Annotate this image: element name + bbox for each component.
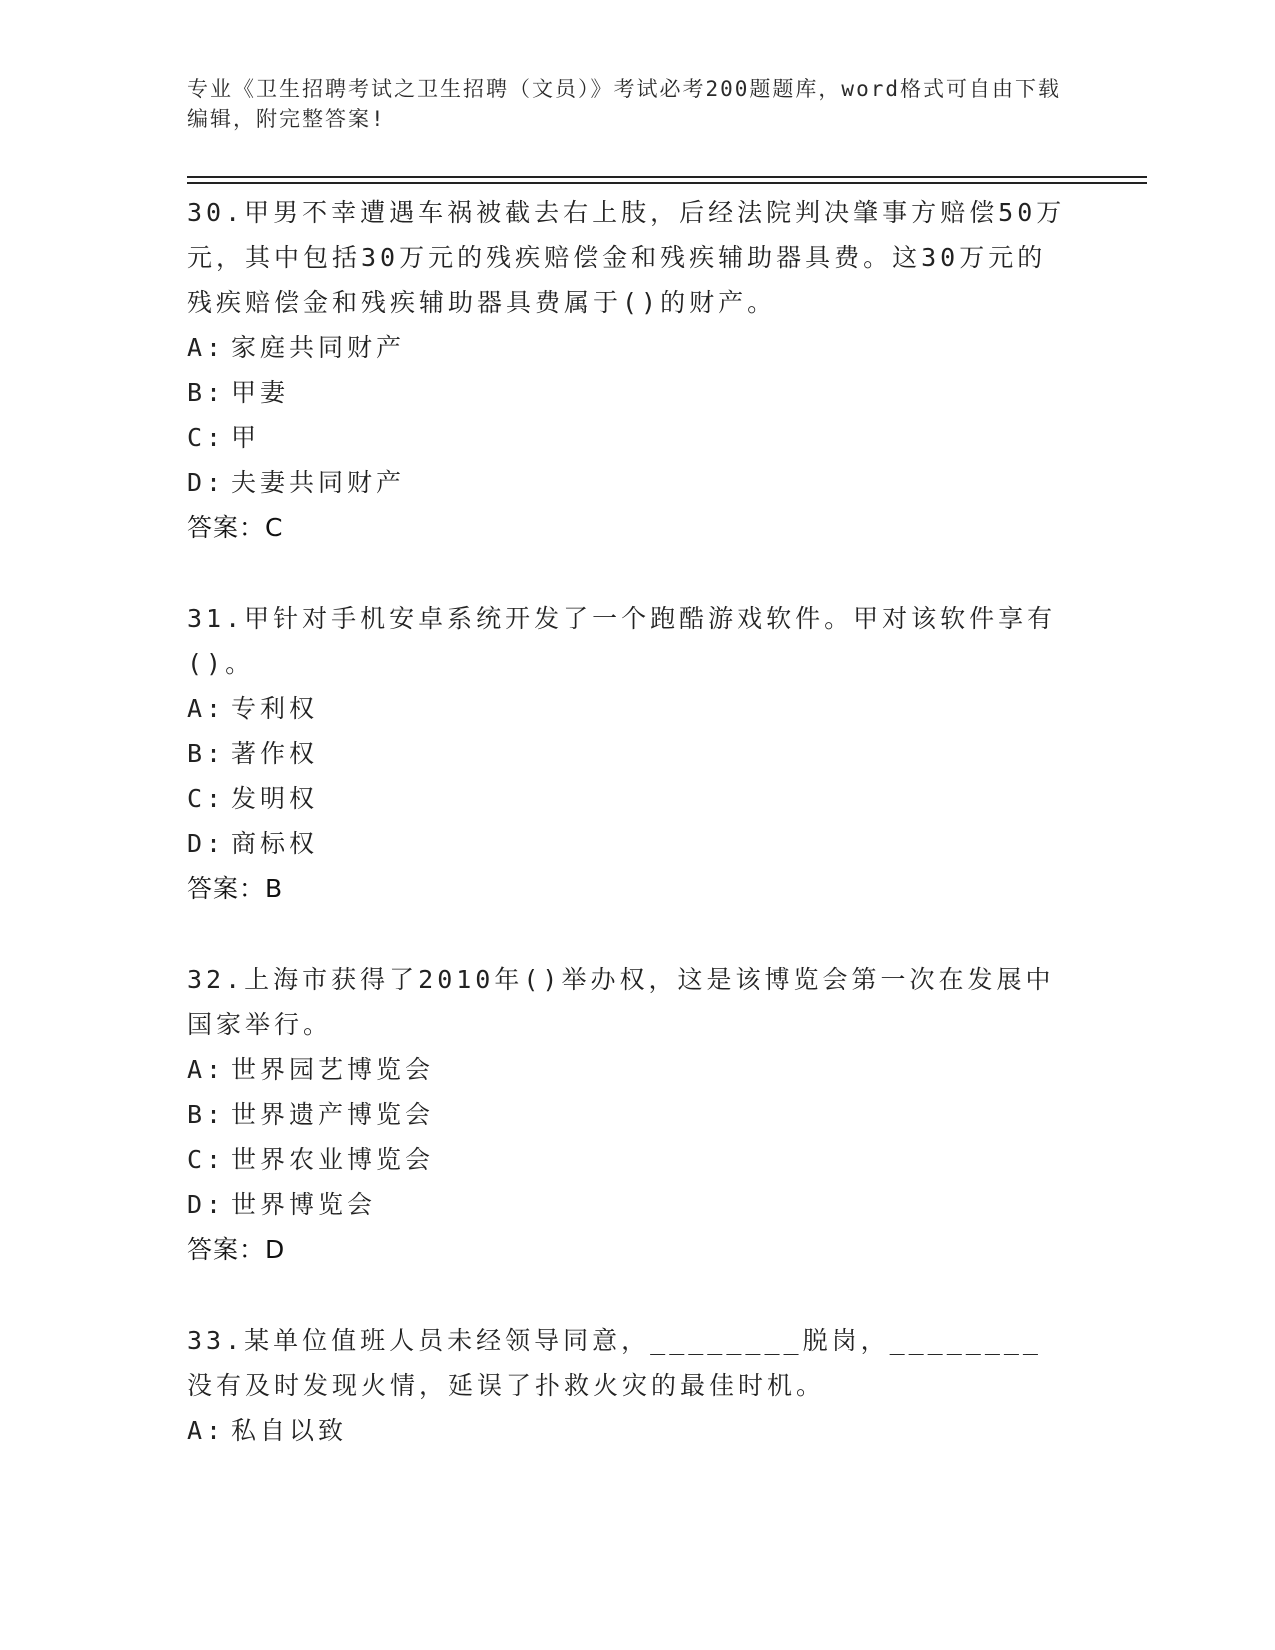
- option-letter: A:: [187, 1416, 226, 1445]
- option-d: [187, 821, 1067, 866]
- option-letter: B:: [187, 378, 226, 407]
- question-33: [187, 1318, 1067, 1453]
- question-32: [187, 957, 1067, 1272]
- option-text: 家庭共同财产: [231, 333, 406, 362]
- option-a: [187, 686, 1067, 731]
- option-a: [187, 325, 1067, 370]
- option-b: [187, 370, 1067, 415]
- answer: 答案：D: [187, 1235, 286, 1264]
- question-text: 32.上海市获得了2010年()举办权，这是该博览会第一次在发展中国家举行。: [187, 965, 1055, 1039]
- document-header: 专业《卫生招聘考试之卫生招聘（文员）》考试必考200题题库，word格式可自由下载编辑，附完整答案!: [187, 77, 1061, 131]
- option-text: 商标权: [231, 829, 319, 858]
- option-text: 夫妻共同财产: [231, 468, 406, 497]
- option-letter: C:: [187, 423, 226, 452]
- option-b: [187, 1092, 1067, 1137]
- answer: 答案：B: [187, 874, 284, 903]
- option-text: 私自以致: [231, 1416, 348, 1445]
- option-letter: A:: [187, 694, 226, 723]
- option-letter: B:: [187, 1100, 226, 1129]
- option-letter: D:: [187, 1190, 226, 1219]
- option-b: [187, 731, 1067, 776]
- question-31: [187, 596, 1067, 911]
- question-text: 33.某单位值班人员未经领导同意，________脱岗，________没有及时发现火情，延误了扑救火灾的最佳时机。: [187, 1326, 1042, 1400]
- option-text: 发明权: [231, 784, 319, 813]
- option-c: [187, 776, 1067, 821]
- option-text: 世界遗产博览会: [231, 1100, 435, 1129]
- option-d: [187, 460, 1067, 505]
- header-divider-top: [187, 176, 1147, 178]
- header-divider-bottom: [187, 182, 1147, 184]
- option-letter: D:: [187, 829, 226, 858]
- option-text: 世界园艺博览会: [231, 1055, 435, 1084]
- option-letter: A:: [187, 333, 226, 362]
- option-text: 甲妻: [231, 378, 290, 407]
- question-text: 30.甲男不幸遭遇车祸被截去右上肢，后经法院判决肇事方赔偿50万元，其中包括30万元的残疾赔偿金和残疾辅助器具费。这30万元的残疾赔偿金和残疾辅助器具费属于()的财产。: [187, 198, 1066, 317]
- option-letter: C:: [187, 784, 226, 813]
- option-text: 著作权: [231, 739, 319, 768]
- option-letter: B:: [187, 739, 226, 768]
- answer: 答案：C: [187, 513, 284, 542]
- option-c: [187, 415, 1067, 460]
- option-c: [187, 1137, 1067, 1182]
- question-text: 31.甲针对手机安卓系统开发了一个跑酷游戏软件。甲对该软件享有()。: [187, 604, 1057, 678]
- option-text: 世界农业博览会: [231, 1145, 435, 1174]
- option-a: [187, 1408, 1067, 1453]
- option-letter: C:: [187, 1145, 226, 1174]
- option-a: [187, 1047, 1067, 1092]
- option-letter: A:: [187, 1055, 226, 1084]
- option-d: [187, 1182, 1067, 1227]
- option-letter: D:: [187, 468, 226, 497]
- question-list: [187, 190, 1067, 1499]
- option-text: 世界博览会: [231, 1190, 377, 1219]
- option-text: 专利权: [231, 694, 319, 723]
- option-text: 甲: [231, 423, 261, 452]
- question-30: [187, 190, 1067, 550]
